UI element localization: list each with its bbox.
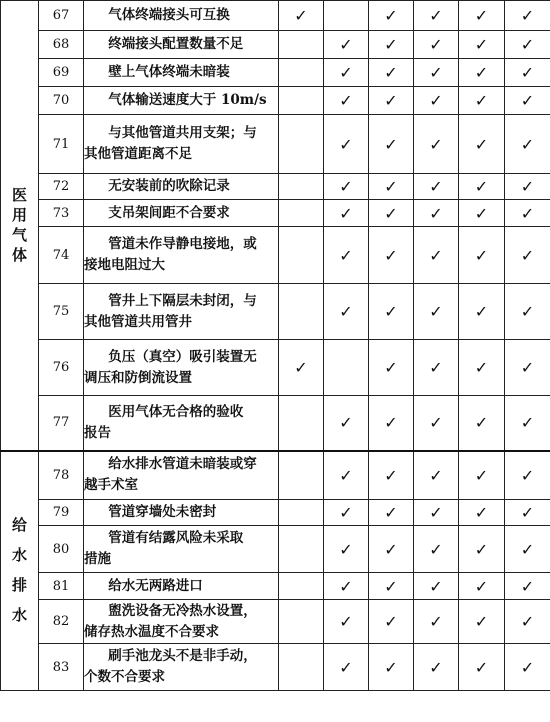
check-mark-icon: ✓ xyxy=(505,644,550,691)
item-description xyxy=(84,396,279,451)
check-mark-icon: ✓ xyxy=(369,644,414,691)
table-row xyxy=(1,644,550,691)
category-char: 排 xyxy=(11,576,27,595)
table-row xyxy=(1,600,550,644)
check-mark-icon: ✓ xyxy=(505,174,550,200)
check-mark-icon: ✓ xyxy=(414,1,459,31)
check-mark-icon: ✓ xyxy=(324,573,369,600)
description-line: 壁上气体终端未暗装 xyxy=(108,64,230,80)
check-mark-icon: ✓ xyxy=(324,115,369,174)
check-mark-icon: ✓ xyxy=(279,1,324,31)
table-row xyxy=(1,227,550,284)
item-description xyxy=(84,600,279,644)
item-description xyxy=(84,59,279,87)
check-mark-icon: ✓ xyxy=(369,87,414,115)
check-mark-icon: ✓ xyxy=(369,200,414,227)
item-number: 74 xyxy=(39,227,84,284)
table-row xyxy=(1,526,550,573)
description-line: 无安装前的吹除记录 xyxy=(108,178,230,194)
description-line: 管道有结露风险未采取 xyxy=(108,530,244,546)
item-description xyxy=(84,500,279,526)
empty-cell xyxy=(324,340,369,396)
item-number: 73 xyxy=(39,200,84,227)
empty-cell xyxy=(279,284,324,340)
item-description xyxy=(84,573,279,600)
check-mark-icon: ✓ xyxy=(369,573,414,600)
description-line: 调压和防倒流设置 xyxy=(84,369,192,386)
check-mark-icon: ✓ xyxy=(459,59,505,87)
check-mark-icon: ✓ xyxy=(505,87,550,115)
check-mark-icon: ✓ xyxy=(369,115,414,174)
check-mark-icon: ✓ xyxy=(459,526,505,573)
description-line: 管道穿墙处未密封 xyxy=(108,504,217,520)
check-mark-icon: ✓ xyxy=(324,200,369,227)
item-number: 72 xyxy=(39,174,84,200)
description-line: 刷手池龙头不是非手动， xyxy=(108,648,257,664)
empty-cell xyxy=(324,1,369,31)
description-line: 支吊架间距不合要求 xyxy=(108,204,230,221)
check-mark-icon: ✓ xyxy=(414,451,459,500)
check-mark-icon: ✓ xyxy=(505,227,550,284)
empty-cell xyxy=(279,573,324,600)
check-mark-icon: ✓ xyxy=(369,451,414,500)
check-mark-icon: ✓ xyxy=(414,526,459,573)
check-mark-icon: ✓ xyxy=(324,526,369,573)
table-row xyxy=(1,59,550,87)
check-mark-icon: ✓ xyxy=(324,451,369,500)
check-mark-icon: ✓ xyxy=(414,174,459,200)
check-mark-icon: ✓ xyxy=(459,200,505,227)
table-row xyxy=(1,87,550,115)
table-body xyxy=(1,1,550,691)
item-description xyxy=(84,1,279,31)
check-mark-icon: ✓ xyxy=(324,31,369,59)
table-row xyxy=(1,451,550,500)
check-mark-icon: ✓ xyxy=(459,396,505,451)
description-line: 与其他管道共用支架；与 xyxy=(108,125,257,141)
check-mark-icon: ✓ xyxy=(324,227,369,284)
empty-cell xyxy=(279,227,324,284)
category-char: 给 xyxy=(11,516,27,535)
check-mark-icon: ✓ xyxy=(459,227,505,284)
table-row xyxy=(1,573,550,600)
item-number: 81 xyxy=(39,573,84,600)
item-number: 69 xyxy=(39,59,84,87)
item-description xyxy=(84,87,279,115)
check-mark-icon: ✓ xyxy=(459,31,505,59)
description-line: 给水排水管道未暗装或穿 xyxy=(108,456,257,473)
item-number: 68 xyxy=(39,31,84,59)
check-mark-icon: ✓ xyxy=(369,227,414,284)
check-mark-icon: ✓ xyxy=(324,59,369,87)
check-mark-icon: ✓ xyxy=(505,31,550,59)
description-line: 负压（真空）吸引装置无 xyxy=(108,348,257,365)
check-mark-icon: ✓ xyxy=(324,644,369,691)
check-mark-icon: ✓ xyxy=(459,451,505,500)
check-mark-icon: ✓ xyxy=(505,396,550,451)
empty-cell xyxy=(279,200,324,227)
check-mark-icon: ✓ xyxy=(414,500,459,526)
check-mark-icon: ✓ xyxy=(459,500,505,526)
description-line: 医用气体无合格的验收 xyxy=(108,403,244,420)
check-mark-icon: ✓ xyxy=(414,59,459,87)
check-mark-icon: ✓ xyxy=(369,59,414,87)
category-char: 用 xyxy=(11,205,27,224)
check-mark-icon: ✓ xyxy=(369,600,414,644)
check-mark-icon: ✓ xyxy=(279,340,324,396)
check-mark-icon: ✓ xyxy=(505,340,550,396)
item-description xyxy=(84,115,279,174)
description-line: 终端接头配置数量不足 xyxy=(108,36,244,52)
table-row xyxy=(1,174,550,200)
item-number: 83 xyxy=(39,644,84,691)
description-line: 越手术室 xyxy=(84,477,138,494)
item-number: 67 xyxy=(39,1,84,31)
check-mark-icon: ✓ xyxy=(459,284,505,340)
description-line: 报告 xyxy=(84,424,111,441)
check-mark-icon: ✓ xyxy=(459,644,505,691)
table-row xyxy=(1,31,550,59)
description-line: 措施 xyxy=(84,551,111,567)
description-line: 储存热水温度不合要求 xyxy=(84,623,219,640)
category-char: 水 xyxy=(11,606,27,625)
table-row xyxy=(1,200,550,227)
check-mark-icon: ✓ xyxy=(459,115,505,174)
check-mark-icon: ✓ xyxy=(414,115,459,174)
description-line: 气体终端接头可互换 xyxy=(108,7,230,23)
item-number: 71 xyxy=(39,115,84,174)
check-mark-icon: ✓ xyxy=(414,644,459,691)
item-number: 79 xyxy=(39,500,84,526)
empty-cell xyxy=(279,451,324,500)
item-description xyxy=(84,227,279,284)
check-mark-icon: ✓ xyxy=(505,200,550,227)
check-mark-icon: ✓ xyxy=(369,526,414,573)
empty-cell xyxy=(279,644,324,691)
description-line: 其他管道距离不足 xyxy=(84,146,192,162)
description-line: 盥洗设备无冷热水设置， xyxy=(108,602,257,619)
check-mark-icon: ✓ xyxy=(459,1,505,31)
empty-cell xyxy=(279,396,324,451)
category-char: 气 xyxy=(11,225,27,244)
empty-cell xyxy=(279,174,324,200)
check-mark-icon: ✓ xyxy=(505,573,550,600)
check-mark-icon: ✓ xyxy=(459,174,505,200)
check-mark-icon: ✓ xyxy=(324,284,369,340)
item-description xyxy=(84,284,279,340)
check-mark-icon: ✓ xyxy=(505,1,550,31)
category-char: 医 xyxy=(11,185,27,204)
empty-cell xyxy=(279,115,324,174)
description-line: 管井上下隔层未封闭，与 xyxy=(108,292,257,309)
check-mark-icon: ✓ xyxy=(505,59,550,87)
check-mark-icon: ✓ xyxy=(505,115,550,174)
item-number: 78 xyxy=(39,451,84,500)
check-mark-icon: ✓ xyxy=(324,600,369,644)
item-number: 76 xyxy=(39,340,84,396)
empty-cell xyxy=(279,59,324,87)
check-mark-icon: ✓ xyxy=(414,87,459,115)
check-mark-icon: ✓ xyxy=(505,500,550,526)
item-description xyxy=(84,526,279,573)
check-mark-icon: ✓ xyxy=(459,600,505,644)
table-row xyxy=(1,115,550,174)
item-description xyxy=(84,451,279,500)
check-mark-icon: ✓ xyxy=(414,31,459,59)
check-mark-icon: ✓ xyxy=(369,396,414,451)
item-number: 80 xyxy=(39,526,84,573)
item-number: 82 xyxy=(39,600,84,644)
check-mark-icon: ✓ xyxy=(414,600,459,644)
description-line: 个数不合要求 xyxy=(84,669,165,685)
check-mark-icon: ✓ xyxy=(459,87,505,115)
check-mark-icon: ✓ xyxy=(414,396,459,451)
check-mark-icon: ✓ xyxy=(505,600,550,644)
item-description xyxy=(84,340,279,396)
item-description xyxy=(84,31,279,59)
check-mark-icon: ✓ xyxy=(369,500,414,526)
category-char: 水 xyxy=(11,546,27,565)
check-mark-icon: ✓ xyxy=(414,200,459,227)
check-mark-icon: ✓ xyxy=(414,573,459,600)
table-row xyxy=(1,1,550,31)
category-char: 体 xyxy=(11,245,27,264)
check-mark-icon: ✓ xyxy=(369,1,414,31)
table-row xyxy=(1,396,550,451)
check-mark-icon: ✓ xyxy=(324,174,369,200)
description-line: 气体输送速度大于 10m/s xyxy=(108,92,267,108)
check-mark-icon: ✓ xyxy=(505,526,550,573)
description-line: 给水无两路进口 xyxy=(108,577,203,594)
description-line: 接地电阻过大 xyxy=(84,257,165,273)
check-mark-icon: ✓ xyxy=(505,451,550,500)
item-number: 70 xyxy=(39,87,84,115)
item-description xyxy=(84,174,279,200)
empty-cell xyxy=(279,87,324,115)
empty-cell xyxy=(279,500,324,526)
empty-cell xyxy=(279,526,324,573)
category-label xyxy=(1,451,39,691)
category-label xyxy=(1,1,39,451)
check-mark-icon: ✓ xyxy=(414,340,459,396)
check-mark-icon: ✓ xyxy=(459,573,505,600)
check-mark-icon: ✓ xyxy=(459,340,505,396)
table-row xyxy=(1,500,550,526)
description-line: 其他管道共用管井 xyxy=(84,313,192,330)
item-description xyxy=(84,644,279,691)
check-mark-icon: ✓ xyxy=(324,396,369,451)
item-number: 77 xyxy=(39,396,84,451)
check-mark-icon: ✓ xyxy=(505,284,550,340)
check-mark-icon: ✓ xyxy=(414,227,459,284)
description-line: 管道未作导静电接地，或 xyxy=(108,236,257,252)
check-mark-icon: ✓ xyxy=(369,340,414,396)
check-mark-icon: ✓ xyxy=(324,500,369,526)
check-mark-icon: ✓ xyxy=(414,284,459,340)
check-mark-icon: ✓ xyxy=(324,87,369,115)
check-mark-icon: ✓ xyxy=(369,174,414,200)
table-row xyxy=(1,340,550,396)
empty-cell xyxy=(279,600,324,644)
item-description xyxy=(84,200,279,227)
item-number: 75 xyxy=(39,284,84,340)
check-mark-icon: ✓ xyxy=(369,284,414,340)
table-row xyxy=(1,284,550,340)
empty-cell xyxy=(279,31,324,59)
check-mark-icon: ✓ xyxy=(369,31,414,59)
